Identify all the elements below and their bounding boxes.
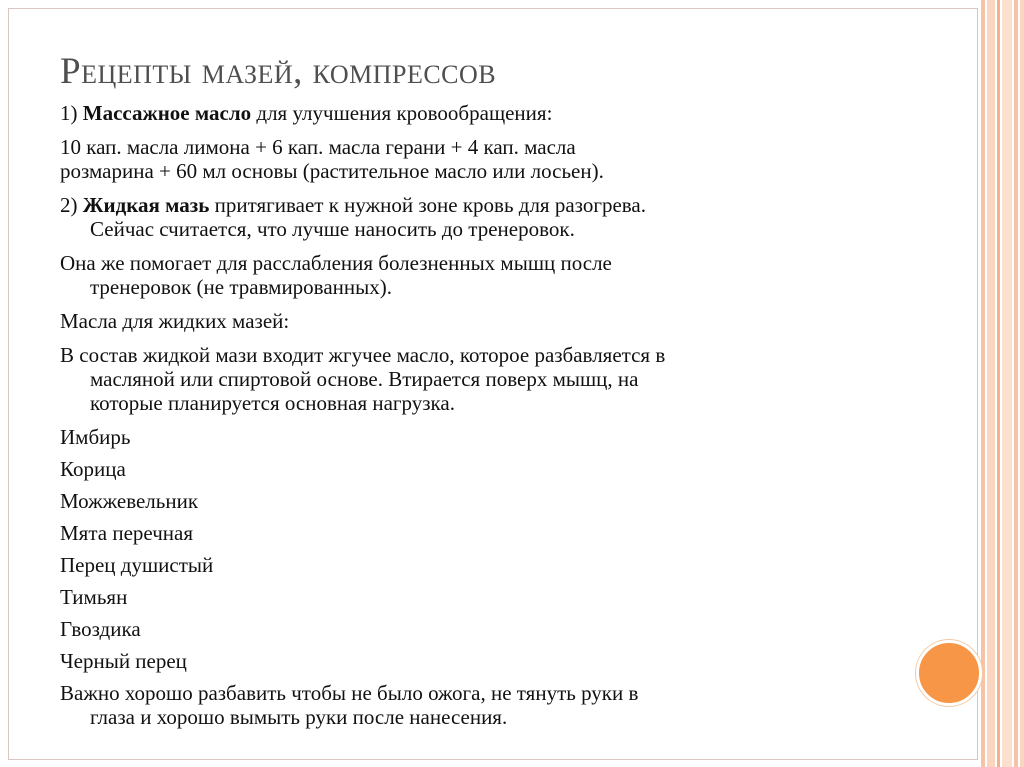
paragraph-text: розмарина + 60 мл основы (растительное масло или лосьен). — [60, 159, 604, 183]
page-title: Рецепты мазей, компрессов — [60, 51, 497, 92]
list-item: Черный перец — [60, 649, 187, 673]
paragraph-massage-oil — [60, 101, 920, 125]
item-number: 2) — [60, 193, 83, 217]
paragraph-text: глаза и хорошо вымыть руки после нанесения. — [90, 705, 508, 729]
paragraph-relaxation — [60, 251, 920, 299]
paragraph-composition — [60, 343, 920, 415]
list-item: Имбирь — [60, 425, 131, 449]
paragraph-text: В состав жидкой мази входит жгучее масло, которое разбавляется в — [60, 343, 666, 367]
paragraph-text: тренеровок (не травмированных). — [90, 275, 392, 299]
stripe — [987, 0, 995, 767]
stripe — [1020, 0, 1024, 767]
list-item: Тимьян — [60, 585, 128, 609]
paragraph-text: 10 кап. масла лимона + 6 кап. масла герани + 4 кап. масла — [60, 135, 576, 159]
list-item: Мята перечная — [60, 521, 193, 545]
list-item: Гвоздика — [60, 617, 141, 641]
bold-term: Массажное масло — [82, 101, 252, 125]
stripe — [1002, 0, 1012, 767]
paragraph-text: притягивает к нужной зоне кровь для разогрева. — [209, 193, 646, 217]
stripe — [981, 0, 985, 767]
bold-term: Жидкая мазь — [82, 193, 210, 217]
decorative-stripes — [981, 0, 1024, 767]
list-item: Перец душистый — [60, 553, 214, 577]
orange-circle-decoration — [916, 640, 982, 706]
stripe — [1014, 0, 1018, 767]
stripe — [997, 0, 1000, 767]
list-item: Можжевельник — [60, 489, 199, 513]
paragraph-liquid-ointment — [60, 193, 920, 241]
paragraph-recipe — [60, 135, 920, 183]
slide-body — [60, 101, 920, 729]
paragraph-text: для улучшения кровообращения: — [251, 101, 553, 125]
paragraph-text: Масла для жидких мазей: — [60, 309, 290, 333]
paragraph-text: Она же помогает для расслабления болезненных мышц после — [60, 251, 612, 275]
paragraph-warning — [60, 681, 920, 729]
paragraph-oils-heading — [60, 309, 920, 333]
paragraph-text: масляной или спиртовой основе. Втирается поверх мышц, на — [90, 367, 639, 391]
list-item: Корица — [60, 457, 126, 481]
paragraph-text: Важно хорошо разбавить чтобы не было ожога, не тянуть руки в — [60, 681, 639, 705]
paragraph-text: которые планируется основная нагрузка. — [90, 391, 455, 415]
paragraph-text: Сейчас считается, что лучше наносить до тренеровок. — [90, 217, 575, 241]
item-number: 1) — [60, 101, 83, 125]
